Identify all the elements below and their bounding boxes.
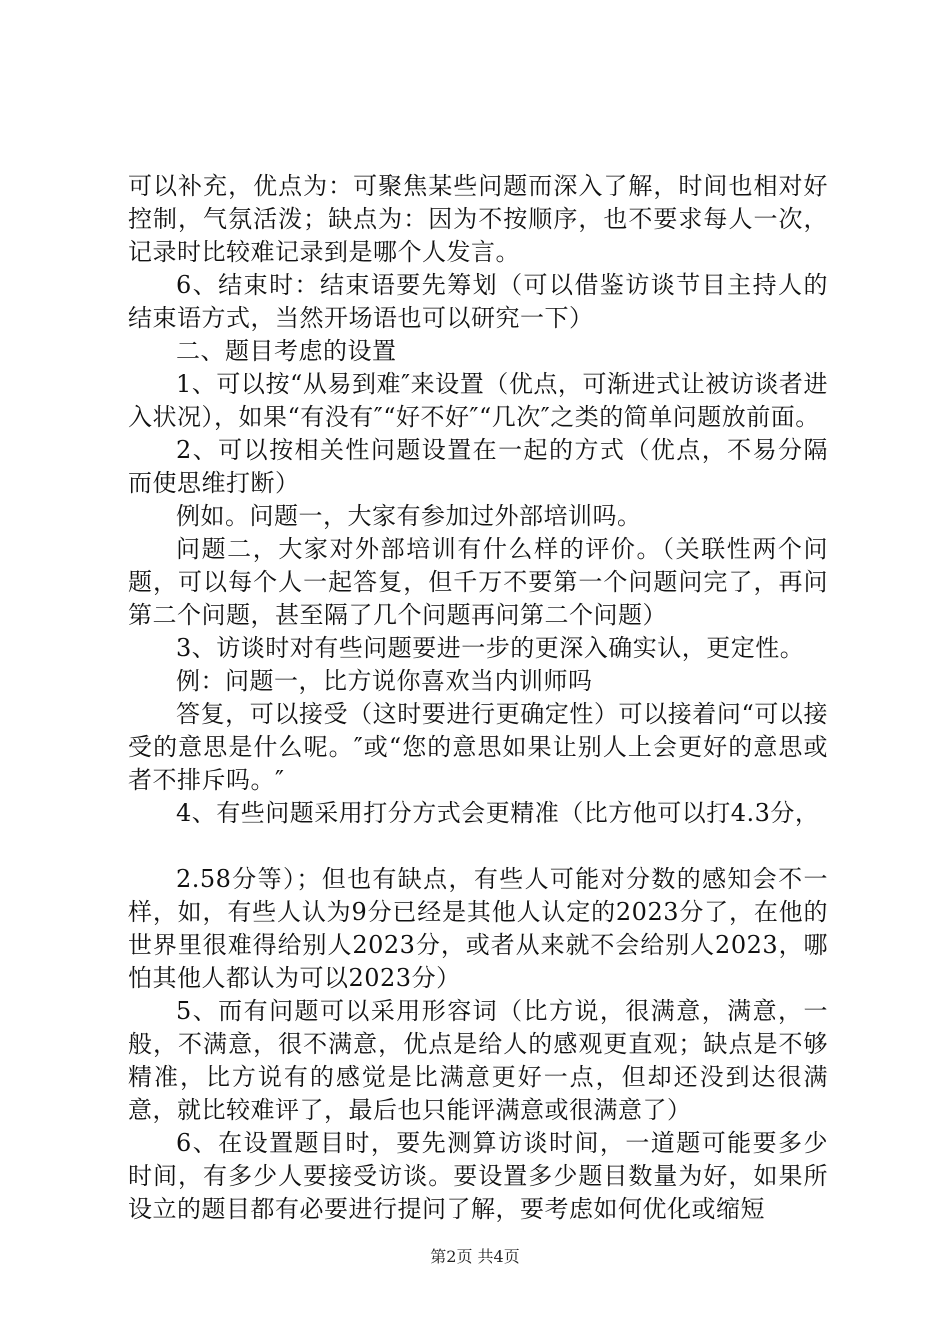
paragraph-13: 6、在设置题目时，要先测算访谈时间，一道题可能要多少时间，有多少人要接受访谈。要设置多少题目数量为好，如果所设立的题目都有必要进行提问了解，要考虑如何优化或缩短 — [128, 1129, 828, 1223]
page-number-footer: 第2页 共4页 — [430, 1247, 520, 1266]
paragraph-4: 2、可以按相关性问题设置在一起的方式（优点，不易分隔而使思维打断） — [128, 436, 828, 497]
paragraph-6: 问题二，大家对外部培训有什么样的评价。（关联性两个问题，可以每个人一起答复，但千万不要第一个问题问完了，再问第二个问题，甚至隔了几个问题再问第二个问题） — [128, 535, 828, 629]
paragraph-10: 4、有些问题采用打分方式会更精准（比方他可以打4.3分， — [176, 799, 820, 827]
paragraph-8: 例：问题一，比方说你喜欢当内训师吗 — [176, 667, 593, 695]
document-body — [128, 170, 828, 1226]
paragraph-11: 2.58分等）；但也有缺点，有些人可能对分数的感知会不一样，如，有些人认为9分已经是其他人认定的2023分了，在他的世界里很难得给别人2023分，或者从来就不会给别人2023，哪怕其他人都认为可以2023分） — [128, 865, 828, 992]
paragraph-7: 3、访谈时对有些问题要进一步的更深入确实认，更定性。 — [176, 634, 805, 662]
section-heading: 二、题目考虑的设置 — [176, 337, 397, 365]
paragraph-12: 5、而有问题可以采用形容词（比方说，很满意，满意，一般，不满意，很不满意，优点是给人的感观更直观；缺点是不够精准，比方说有的感觉是比满意更好一点，但却还没到达很满意，就比较难评了，最后也只能评满意或很满意了） — [128, 997, 828, 1124]
paragraph-1: 可以补充，优点为：可聚焦某些问题而深入了解，时间也相对好控制，气氛活泼；缺点为：因为不按顺序，也不要求每人一次，记录时比较难记录到是哪个人发言。 — [128, 172, 828, 266]
paragraph-3: 1、可以按“从易到难″来设置（优点，可渐进式让被访谈者进入状况），如果“有没有″“好不好″“几次″之类的简单问题放前面。 — [128, 370, 828, 431]
paragraph-2: 6、结束时：结束语要先筹划（可以借鉴访谈节目主持人的结束语方式，当然开场语也可以研究一下） — [128, 271, 828, 332]
paragraph-5: 例如。问题一，大家有参加过外部培训吗。 — [176, 502, 642, 530]
paragraph-9: 答复，可以接受（这时要进行更确定性）可以接着问“可以接受的意思是什么呢。″或“您的意思如果让别人上会更好的意思或者不排斥吗。″ — [128, 700, 828, 794]
